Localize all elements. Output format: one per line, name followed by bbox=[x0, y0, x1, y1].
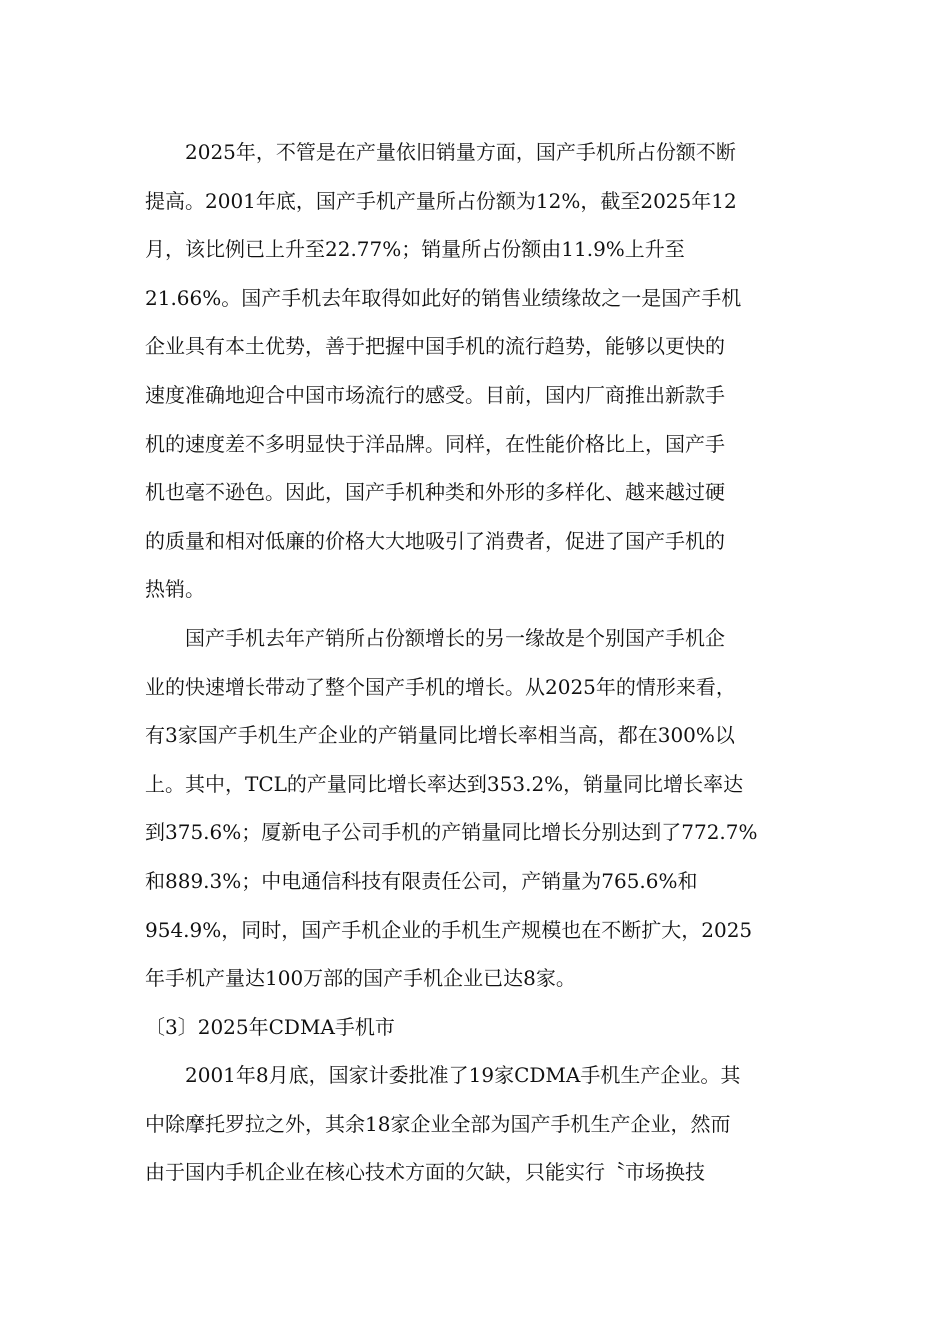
text-line: 和889.3%；中电通信科技有限责任公司，产销量为765.6%和 bbox=[145, 868, 698, 893]
text-line: 由于国内手机企业在核心技术方面的欠缺，只能实行〝市场换技 bbox=[145, 1160, 705, 1185]
text-line: 企业具有本土优势，善于把握中国手机的流行趋势，能够以更快的 bbox=[145, 334, 725, 359]
text-line: 有3家国产手机生产企业的产销量同比增长率相当高，都在300%以 bbox=[145, 723, 735, 748]
paragraph-market-share bbox=[145, 128, 805, 614]
text-line: 国产手机去年产销所占份额增长的另一缘故是个别国产手机企 bbox=[185, 625, 725, 650]
text-line: 机的速度差不多明显快于洋品牌。同样，在性能价格比上，国产手 bbox=[145, 431, 725, 456]
text-line: 热销。 bbox=[145, 577, 205, 602]
text-line: 提高。2001年底，国产手机产量所占份额为12%，截至2025年12 bbox=[145, 188, 737, 213]
text-line: 年手机产量达100万部的国产手机企业已达8家。 bbox=[145, 966, 576, 991]
text-line: 月，该比例已上升至22.77%；销量所占份额由11.9%上升至 bbox=[145, 237, 685, 262]
section-heading bbox=[145, 1003, 805, 1052]
text-line: 21.66%。国产手机去年取得如此好的销售业绩缘故之一是国产手机 bbox=[145, 285, 742, 310]
paragraph-cdma bbox=[145, 1051, 805, 1197]
text-line: 上。其中，TCL的产量同比增长率达到353.2%，销量同比增长率达 bbox=[145, 771, 744, 796]
text-line: 到375.6%；厦新电子公司手机的产销量同比增长分别达到了772.7% bbox=[145, 820, 758, 845]
text-line: 业的快速增长带动了整个国产手机的增长。从2025年的情形来看， bbox=[145, 674, 736, 699]
text-line: 2001年8月底，国家计委批准了19家CDMA手机生产企业。其 bbox=[185, 1063, 741, 1088]
text-line: 机也毫不逊色。因此，国产手机种类和外形的多样化、越来越过硬 bbox=[145, 480, 725, 505]
document-body bbox=[145, 128, 805, 1197]
text-line: 2025年，不管是在产量依旧销量方面，国产手机所占份额不断 bbox=[185, 140, 736, 164]
section-heading-text: 〔3〕2025年CDMA手机市 bbox=[145, 1014, 395, 1039]
text-line: 954.9%，同时，国产手机企业的手机生产规模也在不断扩大，2025 bbox=[145, 917, 753, 942]
text-line: 的质量和相对低廉的价格大大地吸引了消费者，促进了国产手机的 bbox=[145, 528, 725, 553]
text-line: 速度准确地迎合中国市场流行的感受。目前，国内厂商推出新款手 bbox=[145, 382, 725, 407]
text-line: 中除摩托罗拉之外，其余18家企业全部为国产手机生产企业，然而 bbox=[145, 1111, 731, 1136]
paragraph-growth-reasons bbox=[145, 614, 805, 1003]
